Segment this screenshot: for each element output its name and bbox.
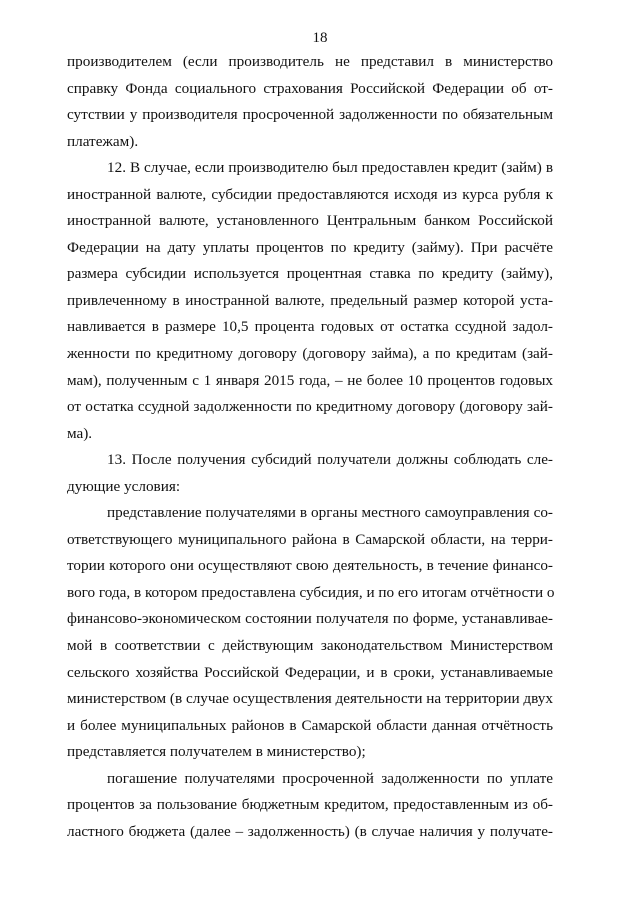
text-line: тории которого они осуществляют свою деятельность, в течение финансо- (67, 557, 553, 575)
text-line: платежам). (67, 132, 139, 150)
text-line: производителем (если производитель не представил в министерство (67, 53, 553, 70)
document-body (67, 49, 553, 845)
text-line: представляется получателем в министерство); (67, 743, 366, 761)
text-line: мам), полученным с 1 января 2015 года, – не более 10 процентов годовых (67, 371, 553, 389)
text-line: ластного бюджета (далее – задолженность) (в случае наличия у получате- (67, 822, 553, 840)
text-line: дующие условия: (67, 477, 181, 495)
text-line: министерством (в случае осуществления деятельности на территории двух (67, 690, 553, 708)
text-line: вого года, в котором предоставлена субсидия, и по его итогам отчётности о (67, 583, 555, 601)
text-line: женности по кредитному договору (договору займа), а по кредитам (зай- (67, 345, 553, 363)
text-line: размера субсидии используется процентная ставка по кредиту (займу), (67, 265, 553, 283)
text-line: от остатка ссудной задолженности по кредитному договору (договору зай- (67, 398, 553, 416)
text-line: финансово-экономическом состоянии получателя по форме, устанавливае- (67, 610, 553, 628)
text-line: погашение получателями просроченной задолженности по уплате (107, 769, 553, 787)
text-line: иностранной валюте, субсидии предоставляются исходя из курса рубля к (67, 185, 553, 203)
text-line: 13. После получения субсидий получатели должны соблюдать сле- (107, 451, 553, 469)
text-line: 12. В случае, если производителю был предоставлен кредит (займ) в (107, 159, 553, 177)
text-line: сельского хозяйства Российской Федерации, и в сроки, устанавливаемые (67, 663, 553, 681)
text-line: мой в соответствии с действующим законодательством Министерством (67, 637, 553, 655)
text-line: ответствующего муниципального района в Самарской области, на терри- (67, 530, 553, 548)
text-line: процентов за пользование бюджетным кредитом, предоставленным из об- (67, 796, 553, 814)
text-line: сутствии у производителя просроченной задолженности по обязательным (67, 106, 553, 124)
text-line: и более муниципальных районов в Самарской области данная отчётность (67, 716, 553, 734)
text-line: Федерации на дату уплаты процентов по кредиту (займу). При расчёте (67, 238, 553, 256)
text-line: привлеченному в иностранной валюте, предельный размер которой уста- (67, 291, 553, 309)
page-number: 18 (312, 30, 328, 46)
text-line: навливается в размере 10,5 процента годовых от остатка ссудной задол- (67, 318, 553, 336)
text-line: иностранной валюте, установленного Центральным банком Российской (67, 212, 553, 230)
text-line: представление получателями в органы местного самоуправления со- (107, 504, 553, 522)
text-line: справку Фонда социального страхования Российской Федерации об от- (67, 79, 553, 97)
text-line: ма). (67, 424, 93, 442)
